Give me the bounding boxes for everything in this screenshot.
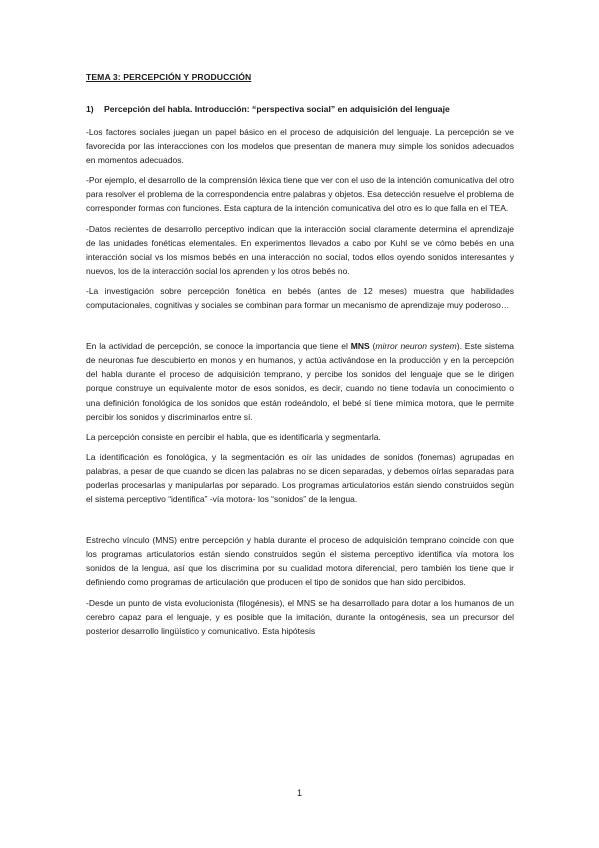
section-spacer <box>86 318 514 339</box>
section-heading-text: Percepción del habla. Introducción: “perspectiva social” en adquisición del lenguaje <box>104 104 450 114</box>
mns-open-paren: ( <box>369 341 376 352</box>
section-spacer <box>86 512 514 533</box>
mns-acronym: MNS <box>350 341 370 352</box>
paragraph-evolutionary-view: -Desde un punto de vista evolucionista (filogénesis), el MNS se ha desarrollado para dotar a los humanos de un cerebro capaz para el lenguaje, y es posible que la imitación, durante la ontogénesis, sea un precursor del posterior desarrollo lingüístico y comunicativo. Esta hipótesis <box>86 597 514 636</box>
paragraph-perceptive-development: -Datos recientes de desarrollo perceptivo indican que la interacción social claramente determina el aprendizaje de las unidades fonéticas elementales. En experimentos llevados a cabo por Kuhl se ve cómo bebés en una interacción social vs los mismos bebés en una interacción no social, todos ellos oyendo sonidos interesantes y nuevos, los de la interacción social los aprenden y los otros bebés no. <box>86 223 514 276</box>
section-heading <box>86 104 514 114</box>
section-number: 1) <box>86 104 94 114</box>
paragraph-mns <box>86 339 514 424</box>
paragraph-perception-definition: La percepción consiste en percibir el habla, que es identificarla y segmentarla. <box>86 431 381 442</box>
mns-text-pre: En la actividad de percepción, se conoce la importancia que tiene el <box>86 341 351 352</box>
paragraph-social-factors: -Los factores sociales juegan un papel básico en el proceso de adquisición del lenguaje. La percepción se ve favorecida por las interacciones con los modelos que presentan de manera muy simple los sonidos adecuados en momentos adecuados. <box>86 127 514 166</box>
mns-full-name: mirror neuron system <box>375 341 457 352</box>
paragraph-mns-link: Estrecho vínculo (MNS) entre percepción y habla durante el proceso de adquisición temprano coincide con que los programas articulatorios están siendo construidos según el sistema perceptivo identifica vía motora los sonidos de la lengua, así que los discrimina por su cualidad motora diferencial, pero también los tiene que ir definiendo como programas de articulación que producen el tipo de sonidos que han sido percibidos. <box>86 535 514 588</box>
document-title: TEMA 3: PERCEPCIÓN Y PRODUCCIÓN <box>86 72 252 82</box>
paragraph-identification-segmentation: La identificación es fonológica, y la segmentación es oír las unidades de sonidos (fonemas) agrupadas en palabras, a pesar de que cuando se dicen las palabras no se dicen separadas, y debemos oírlas separadas para poderlas procesarlas y manipularlas por separado. Los programas articulatorios están siendo construidos según el sistema perceptivo “identifica” -vía motora- los “sonidos” de la lengua. <box>86 451 514 505</box>
paragraph-phonetic-research: -La investigación sobre percepción fonética en bebés (antes de 12 meses) muestra que habilidades computacionales, cognitivas y sociales se combinan para formar un mecanismo de aprendizaje muy poderoso… <box>86 285 514 311</box>
page-content <box>86 72 514 644</box>
mns-text-post: ). Este sistema de neuronas fue descubierto en monos y en humanos, y actúa activándose en la producción y en la percepción del habla durante el proceso de adquisición temprano, y percibe los sonidos del lenguaje que se le dirigen porque construye un equivalente motor de esos sonidos, es decir, cuando no tiene todavía un conocimiento o una definición fonológica de los sonidos que están rodeándolo, el bebé sí tiene mímica motora, que le permite percibir los sonidos y discriminarlos entre sí. <box>86 341 514 422</box>
page-number: 1 <box>296 788 302 798</box>
paragraph-lexical-comprehension: -Por ejemplo, el desarrollo de la comprensión léxica tiene que ver con el uso de la intención comunicativa del otro para resolver el problema de la correspondencia entre palabras y objetos. Esa detección resuelve el problema de corresponder formas con funciones. Esta captura de la intención comunicativa del otro es lo que falla en el TEA. <box>86 175 514 214</box>
